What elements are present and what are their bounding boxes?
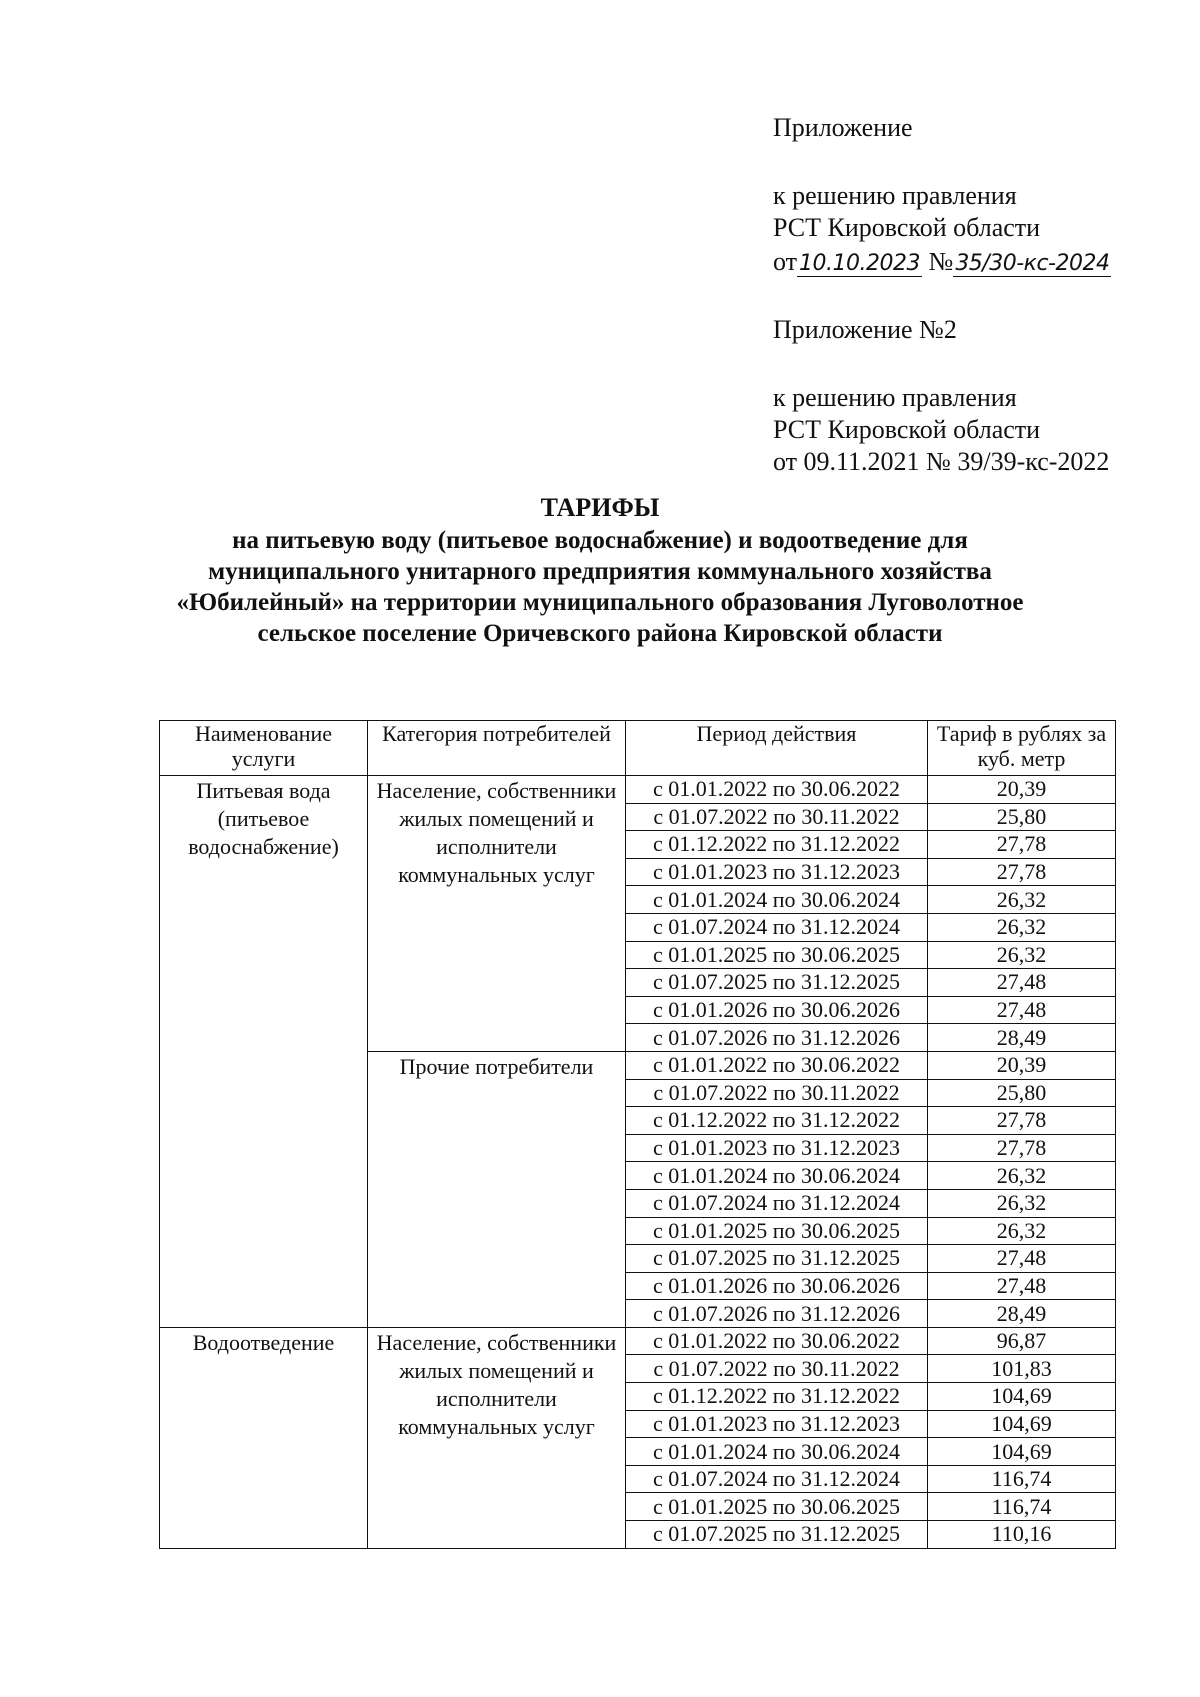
period-cell: с 01.07.2025 по 31.12.2025: [626, 969, 928, 997]
header-category: Категория потребителей: [368, 721, 626, 776]
tariff-cell: 27,78: [928, 831, 1116, 859]
appendix-1-line2: РСТ Кировской области: [773, 213, 1041, 242]
period-cell: с 01.01.2024 по 30.06.2024: [626, 1162, 928, 1190]
handwritten-date: 10.10.2023: [799, 251, 920, 276]
period-cell: с 01.01.2025 по 30.06.2025: [626, 1493, 928, 1521]
from-label: от: [773, 247, 798, 276]
period-cell: с 01.07.2025 по 31.12.2025: [626, 1521, 928, 1549]
tariff-cell: 20,39: [928, 1051, 1116, 1079]
appendix-2-title: Приложение №2: [773, 315, 957, 344]
handwritten-number: 35/30-кс-2024: [955, 251, 1110, 276]
tariff-cell: 26,32: [928, 913, 1116, 941]
period-cell: с 01.12.2022 по 31.12.2022: [626, 1107, 928, 1135]
period-cell: с 01.07.2022 по 30.11.2022: [626, 1079, 928, 1107]
header-period: Период действия: [626, 721, 928, 776]
service-name: Питьевая вода (питьевое водоснабжение): [160, 776, 368, 1328]
period-cell: с 01.12.2022 по 31.12.2022: [626, 1383, 928, 1411]
tariff-cell: 104,69: [928, 1438, 1116, 1466]
table-body: [160, 776, 1116, 1549]
period-cell: с 01.01.2023 по 31.12.2023: [626, 858, 928, 886]
tariff-cell: 28,49: [928, 1300, 1116, 1328]
title-main: ТАРИФЫ: [540, 493, 660, 522]
appendix-2-line1: к решению правления: [773, 383, 1017, 412]
period-cell: с 01.07.2024 по 31.12.2024: [626, 913, 928, 941]
period-cell: с 01.01.2026 по 30.06.2026: [626, 1272, 928, 1300]
appendix-1-title: Приложение: [773, 113, 913, 142]
tariff-cell: 27,78: [928, 858, 1116, 886]
number-label: №: [928, 247, 954, 276]
tariff-cell: 27,48: [928, 1272, 1116, 1300]
tariff-cell: 110,16: [928, 1521, 1116, 1549]
header-tariff: Тариф в рублях за куб. метр: [928, 721, 1116, 776]
period-cell: с 01.01.2026 по 30.06.2026: [626, 996, 928, 1024]
period-cell: с 01.01.2022 по 30.06.2022: [626, 1051, 928, 1079]
period-cell: с 01.07.2025 по 31.12.2025: [626, 1245, 928, 1273]
header-service: Наименование услуги: [160, 721, 368, 776]
period-cell: с 01.01.2025 по 30.06.2025: [626, 941, 928, 969]
period-cell: с 01.12.2022 по 31.12.2022: [626, 831, 928, 859]
consumer-category: Прочие потребители: [368, 1051, 626, 1327]
period-cell: с 01.01.2025 по 30.06.2025: [626, 1217, 928, 1245]
period-cell: с 01.07.2024 по 31.12.2024: [626, 1465, 928, 1493]
tariff-cell: 27,48: [928, 1245, 1116, 1273]
document-title: [150, 492, 1050, 649]
tariff-cell: 27,78: [928, 1107, 1116, 1135]
period-cell: с 01.07.2026 по 31.12.2026: [626, 1300, 928, 1328]
tariff-cell: 20,39: [928, 776, 1116, 804]
appendix-1-date-line: [773, 246, 1111, 280]
table-row: [160, 776, 1116, 804]
period-cell: с 01.07.2022 по 30.11.2022: [626, 1355, 928, 1383]
tariff-cell: 26,32: [928, 1162, 1116, 1190]
tariff-cell: 104,69: [928, 1410, 1116, 1438]
tariff-cell: 101,83: [928, 1355, 1116, 1383]
tariff-cell: 26,32: [928, 886, 1116, 914]
tariff-table: [159, 720, 1116, 1549]
tariff-cell: 26,32: [928, 1217, 1116, 1245]
tariff-cell: 116,74: [928, 1493, 1116, 1521]
tariff-cell: 26,32: [928, 1189, 1116, 1217]
table-row: [160, 1327, 1116, 1355]
period-cell: с 01.01.2024 по 30.06.2024: [626, 1438, 928, 1466]
tariff-cell: 26,32: [928, 941, 1116, 969]
consumer-category: Население, собственники жилых помещений и исполнители коммунальных услуг: [368, 1327, 626, 1548]
period-cell: с 01.07.2022 по 30.11.2022: [626, 803, 928, 831]
appendix-2-line3: от 09.11.2021 № 39/39-кс-2022: [773, 447, 1110, 476]
table-header-row: [160, 721, 1116, 776]
tariff-cell: 25,80: [928, 803, 1116, 831]
appendix-2-line2: РСТ Кировской области: [773, 415, 1041, 444]
period-cell: с 01.01.2023 по 31.12.2023: [626, 1134, 928, 1162]
period-cell: с 01.01.2023 по 31.12.2023: [626, 1410, 928, 1438]
tariff-cell: 96,87: [928, 1327, 1116, 1355]
tariff-cell: 28,49: [928, 1024, 1116, 1052]
tariff-cell: 104,69: [928, 1383, 1116, 1411]
appendix-1-line1: к решению правления: [773, 181, 1017, 210]
period-cell: с 01.01.2022 по 30.06.2022: [626, 776, 928, 804]
period-cell: с 01.01.2022 по 30.06.2022: [626, 1327, 928, 1355]
period-cell: с 01.01.2024 по 30.06.2024: [626, 886, 928, 914]
tariff-cell: 25,80: [928, 1079, 1116, 1107]
service-name: Водоотведение: [160, 1327, 368, 1548]
period-cell: с 01.07.2026 по 31.12.2026: [626, 1024, 928, 1052]
period-cell: с 01.07.2024 по 31.12.2024: [626, 1189, 928, 1217]
tariff-cell: 116,74: [928, 1465, 1116, 1493]
tariff-cell: 27,48: [928, 996, 1116, 1024]
title-subtitle: на питьевую воду (питьевое водоснабжение) и водоотведение для муниципального унитарного предприятия коммунального хозяйства «Юбилейный» на территории муниципального образования Луговолотное сельское поселение Оричевского района Кировской области: [176, 527, 1024, 647]
tariff-cell: 27,48: [928, 969, 1116, 997]
consumer-category: Население, собственники жилых помещений и исполнители коммунальных услуг: [368, 776, 626, 1052]
tariff-cell: 27,78: [928, 1134, 1116, 1162]
